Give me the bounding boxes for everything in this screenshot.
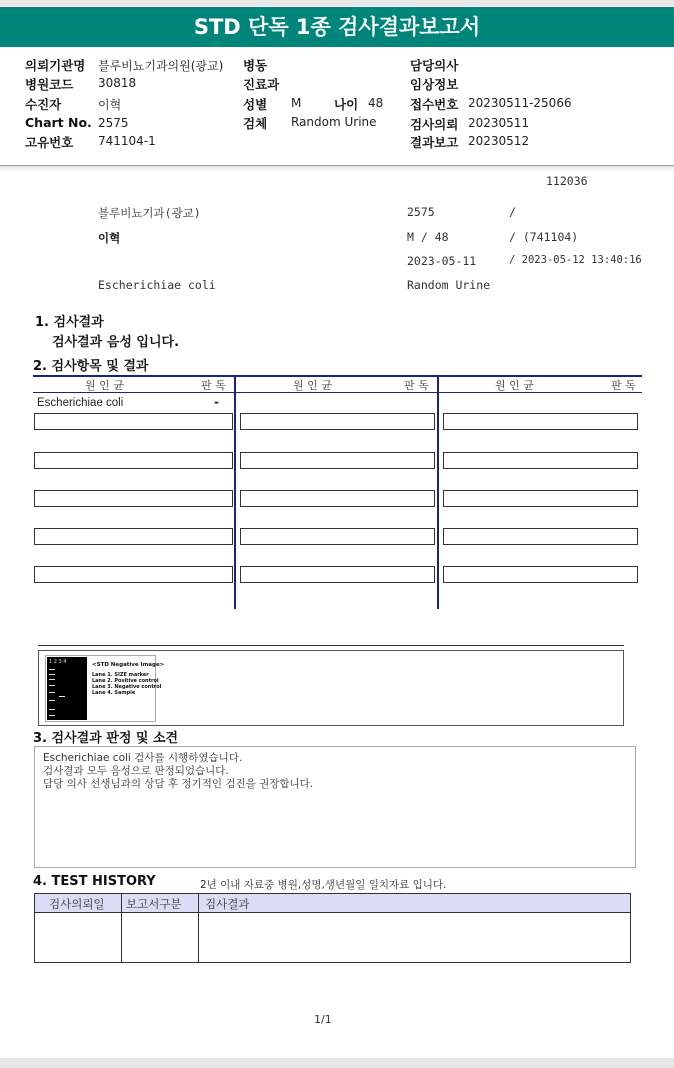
gel-image xyxy=(45,655,165,722)
result-cell xyxy=(443,490,638,507)
patient-info-header xyxy=(0,47,674,166)
result-cell xyxy=(34,490,233,507)
report-title: STD 단독 1종 검사결과보고서 xyxy=(0,7,674,47)
report-date-value: 20230512 xyxy=(468,134,530,148)
row1-result: - xyxy=(214,395,219,409)
table-header-line xyxy=(33,392,642,393)
result-cell xyxy=(443,413,638,430)
summary-code: 112036 xyxy=(546,174,588,188)
summary-chart: 2575 xyxy=(407,205,435,219)
result-cell xyxy=(443,452,638,469)
result-cell xyxy=(240,452,435,469)
result-cell xyxy=(443,566,638,583)
header-shadow xyxy=(0,166,674,172)
result-cell xyxy=(240,490,435,507)
opinion-line: 검사결과 모두 음성으로 판정되었습니다. xyxy=(43,765,229,777)
report-date-label: 결과보고 xyxy=(410,135,459,150)
section3-title: 3. 검사결과 판정 및 소견 xyxy=(33,731,179,746)
gel-lane-numbers: 1 2 3 4 xyxy=(49,659,67,665)
sex-value: M xyxy=(291,96,302,110)
age-value: 48 xyxy=(368,96,384,110)
doctor-label: 담당의사 xyxy=(410,58,459,73)
col-pathogen-header: 원 인 균 xyxy=(85,379,124,392)
hospital-code-value: 30818 xyxy=(98,76,137,90)
gel-lane4: Lane 4. Sample xyxy=(92,690,136,696)
col-judgement-header: 판 독 xyxy=(611,379,636,392)
summary-organism: Escherichiae coli xyxy=(98,278,216,292)
bottom-strip xyxy=(0,1058,674,1068)
chart-no-label: Chart No. xyxy=(25,115,92,130)
summary-id: / (741104) xyxy=(509,230,579,244)
history-table xyxy=(34,893,631,963)
request-date-value: 20230511 xyxy=(468,116,530,130)
hospital-code-label: 병원코드 xyxy=(25,77,74,92)
ward-label: 병동 xyxy=(243,58,268,73)
specimen-value: Random Urine xyxy=(291,115,377,129)
gel-lane3: Lane 3. Negative control xyxy=(92,684,162,690)
request-date-label: 검사의뢰 xyxy=(410,117,459,132)
history-col-report-type: 보고서구분 xyxy=(126,897,182,911)
summary-date1: 2023-05-11 xyxy=(407,254,477,268)
col-judgement-header: 판 독 xyxy=(404,379,429,392)
result-cell xyxy=(34,452,233,469)
result-cell xyxy=(34,566,233,583)
result-cell xyxy=(240,566,435,583)
top-strip xyxy=(0,0,674,6)
dept-label: 진료과 xyxy=(243,77,280,92)
age-label: 나이 xyxy=(334,97,359,112)
history-col-divider xyxy=(121,894,122,962)
chart-no-value: 2575 xyxy=(98,116,129,130)
section4-title: 4. TEST HISTORY xyxy=(33,874,156,889)
result-cell xyxy=(240,413,435,430)
opinion-line: 담당 의사 선생님과의 상담 후 정기적인 검진을 권장합니다. xyxy=(43,778,314,790)
sex-label: 성별 xyxy=(243,97,268,112)
history-note: 2년 이내 자료중 병원,성명,생년월일 일치자료 입니다. xyxy=(200,879,447,891)
gel-lane1: Lane 1. SIZE marker xyxy=(92,672,149,678)
history-col-request-date: 검사의뢰일 xyxy=(49,897,105,911)
divider-line xyxy=(38,645,624,646)
page-number: 1/1 xyxy=(314,1013,332,1026)
specimen-label: 검체 xyxy=(243,116,268,131)
opinion-line: Escherichiae coli 검사를 시행하였습니다. xyxy=(43,752,243,764)
section2-title: 2. 검사항목 및 결과 xyxy=(33,359,149,374)
summary-specimen: Random Urine xyxy=(407,278,491,292)
summary-datetime2: / 2023-05-12 13:40:16 xyxy=(509,254,642,266)
summary-clinic: 블루비뇨기과(광교) xyxy=(98,206,201,220)
gel-title: <STD Negative Image> xyxy=(92,662,165,668)
institution-label: 의뢰기관명 xyxy=(25,58,86,73)
result-cell xyxy=(443,528,638,545)
result-cell xyxy=(34,528,233,545)
history-header-row xyxy=(35,894,630,913)
section1-title: 1. 검사결과 xyxy=(35,315,104,330)
column-divider xyxy=(437,375,439,609)
gel-lane2: Lane 2. Positive control xyxy=(92,678,159,684)
patient-label: 수진자 xyxy=(25,97,62,112)
opinion-box xyxy=(34,746,636,868)
col-pathogen-header: 원 인 균 xyxy=(495,379,534,392)
history-col-divider xyxy=(198,894,199,962)
column-divider xyxy=(234,375,236,609)
gel-legend xyxy=(92,662,164,696)
summary-name: 이혁 xyxy=(98,231,121,245)
history-col-result: 검사결과 xyxy=(205,897,250,911)
result-cell xyxy=(34,413,233,430)
result-cell xyxy=(240,528,435,545)
unique-id-value: 741104-1 xyxy=(98,134,156,148)
summary-sex-age: M / 48 xyxy=(407,230,449,244)
col-judgement-header: 판 독 xyxy=(201,379,226,392)
gel-photo xyxy=(47,657,87,720)
section1-text: 검사결과 음성 입니다. xyxy=(52,335,180,350)
patient-value: 이혁 xyxy=(98,98,122,112)
receipt-no-value: 20230511-25066 xyxy=(468,96,572,110)
col-pathogen-header: 원 인 균 xyxy=(293,379,332,392)
receipt-no-label: 접수번호 xyxy=(410,97,459,112)
clinical-info-label: 임상정보 xyxy=(410,77,459,92)
results-table xyxy=(33,375,642,608)
summary-slash: / xyxy=(509,205,516,219)
table-top-line xyxy=(33,375,642,377)
row1-pathogen: Escherichiae coli xyxy=(37,397,124,409)
institution-value: 블루비뇨기과의원(광교) xyxy=(98,59,224,73)
unique-id-label: 고유번호 xyxy=(25,135,74,150)
